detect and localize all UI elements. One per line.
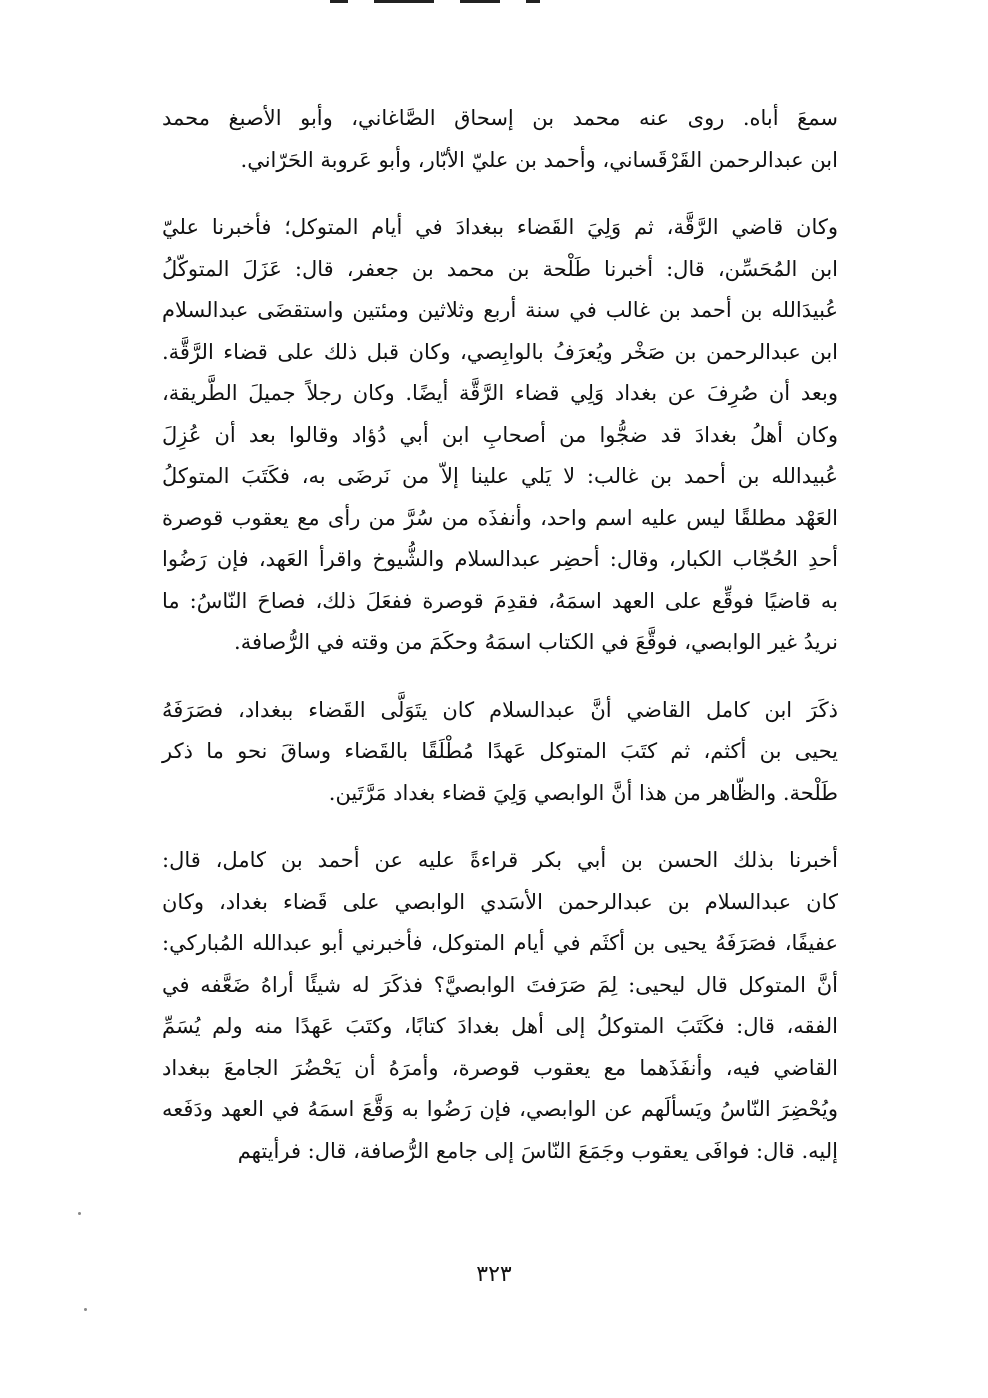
text-line: سمعَ أباه. روى عنه محمد بن إسحاق الصَّاغاني، وأبو الأصبغ محمد [162, 106, 838, 130]
text-line: العَهْد مطلقًا ليس عليه اسم واحد، وأنفذَه من سُرَّ من رأى مع يعقوب قوصرة [162, 505, 838, 530]
text-line: طَلْحة. والظّاهر من هذا أنَّ الوابصي وَلِيَ قضاء بغداد مَرَّتَين. [328, 780, 838, 805]
paragraph [162, 98, 838, 181]
edge-mark [374, 0, 434, 3]
text-line: ذكَرَ ابن كامل القاضي أنَّ عبدالسلام كان يتَوَلَّى القَضاء ببغداد، فصَرَفَهُ [162, 697, 838, 722]
page-body [162, 0, 838, 1172]
text-line: عُبيدَالله بن أحمد بن غالب في سنة أربع وثلاثين ومئتين واستقضَى عبدالسلام [162, 298, 838, 322]
text-line: به قاضيًا فوقِّع على العهد اسمَهُ، فقدِمَ قوصرة ففعَلَ ذلك، فصاحَ النّاسُ: ما [162, 588, 838, 613]
top-edge-marks [330, 0, 550, 8]
edge-mark [330, 0, 348, 3]
text-line: ويُحْضِرَ النّاسُ ويَسألَهم عن الوابصي، فإن رَضُوا به وَقَّعَ اسمَهُ في العهد ودَفَعه [162, 1097, 838, 1121]
edge-mark [460, 0, 500, 3]
text-line: يحيى بن أكثم، ثم كتَبَ المتوكل عَهدًا مُطْلَقًا بالقَضاء وساقَ نحو ما ذكر [162, 739, 838, 763]
margin-speck [78, 1212, 81, 1215]
text-line: عُبيدالله بن أحمد بن غالب: لا يَلي علينا إلاّ من نَرضَى به، فكَتَبَ المتوكلُ [162, 464, 838, 488]
text-line: ابن عبدالرحمن بن صَخْر ويُعرَفُ بالوابِصي، وكان قبل ذلك على قضاء الرَّقَّة. [162, 339, 838, 364]
paragraph [162, 840, 838, 1172]
text-line: وكان قاضي الرَّقَّة، ثم وَلِيَ القَضاء ببغدادَ في أيام المتوكل؛ فأخبرنا عليّ [162, 215, 838, 239]
paragraph [162, 207, 838, 664]
text-line: عفيفًا، فصَرَفَهُ يحيى بن أكثَم في أيام المتوكل، فأخبرني أبو عبدالله المُباركي: [162, 931, 838, 955]
text-line: أنَّ المتوكل قال ليحيى: لِمَ صَرَفتَ الوابصيَّ؟ فذكَرَ له شيئًا أراهُ ضَعَّفه في [162, 972, 838, 997]
margin-speck [84, 1308, 87, 1311]
text-line: ابن المُحَسِّن، قال: أخبرنا طَلْحة بن محمد بن جعفر، قال: عَزَلَ المتوكّلُ [162, 256, 838, 281]
text-line: الفقه، قال: فكَتَبَ المتوكلُ إلى أهل بغدادَ كتابًا، وكتَبَ عَهدًا منه ولم يُسَمِّ [162, 1014, 838, 1038]
text-line: القاضي فيه، وأنفَذَهما مع يعقوب قوصرة، وأمرَهُ أن يَحْضُرَ الجامعَ ببغداد [162, 1055, 838, 1080]
text-line: كان عبدالسلام بن عبدالرحمن الأسَدي الوابصي على قَضاء بغداد، وكان [162, 889, 838, 914]
text-line: إليه. قال: فوافَى يعقوب وجَمَعَ النّاسَ إلى جامع الرُّصافة، قال: فرأيتهم [237, 1138, 838, 1163]
paragraph [162, 690, 838, 815]
text-line: أحدِ الحُجّاب الكبار، وقال: أحضِر عبدالسلام والشُّيوخ واقرأ العَهد، فإن رَضُوا [162, 547, 838, 571]
page-number: ٣٢٣ [476, 1262, 512, 1287]
text-line: ابن عبدالرحمن القَرْقَساني، وأحمد بن عليّ الأبّار، وأبو عَروبة الحَرّاني. [240, 147, 838, 172]
text-line: أخبرنا بذلك الحسن بن أبي بكر قراءةً عليه عن أحمد بن كامل، قال: [162, 848, 838, 872]
edge-mark [526, 0, 540, 3]
text-line: نريدُ غير الوابصي، فوقَّعَ في الكتاب اسمَهُ وحكَمَ من وقته في الرُّصافة. [234, 630, 838, 654]
text-line: وكان أهلُ بغدادَ قد ضجُّوا من أصحابِ ابن أبي دُؤاد وقالوا بعد أن عُزِلَ [162, 422, 838, 447]
text-line: وبعد أن صُرِفَ عن بغداد وَلِي قضاء الرَّقَّة أيضًا. وكان رجلاً جميلَ الطَّريقة، [162, 381, 838, 405]
